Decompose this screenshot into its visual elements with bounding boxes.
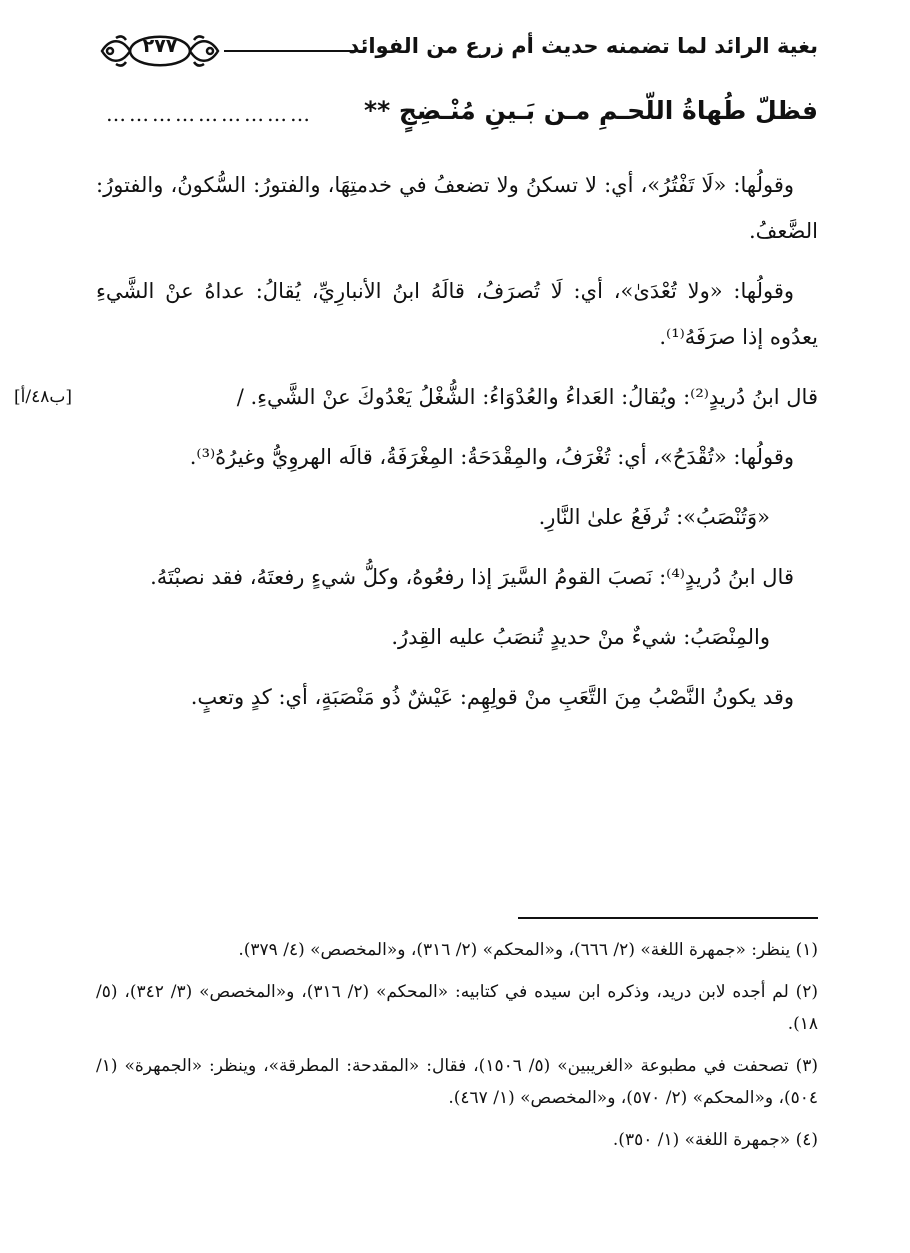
- paragraph: قال ابنُ دُريدٍ⁽²⁾: ويُقالُ: العَداءُ والعُدْوَاءُ: الشُّغْلُ يَعْدُوكَ عنْ الشَّيءِ. /: [236, 385, 818, 409]
- paragraph: قال ابنُ دُريدٍ⁽⁴⁾: نَصبَ القومُ السَّيرَ إذا رفعُوهُ، وكلُّ شيءٍ رفعتَهُ، فقد نصبْتَهُ.: [150, 565, 794, 589]
- heading-dots: ………………………: [106, 102, 313, 126]
- footnote: (٤) «جمهرة اللغة» (١/ ٣٥٠).: [612, 1130, 818, 1150]
- paragraph: وقولُها: «ولا تُعْدَىٰ»، أي: لَا تُصرَفُ، قالَهُ ابنُ الأنبارِيِّ، يُقالُ: عداهُ عنْ الشَّيءِ يعدُوه إذا صرَفَهُ⁽¹⁾.: [96, 279, 818, 349]
- footnote-separator: [518, 917, 818, 919]
- manuscript-folio-note: [ب٤٨/أ]: [14, 387, 72, 407]
- paragraph-with-margin-note: [14, 374, 818, 420]
- section-heading: [96, 96, 818, 136]
- footnotes: [96, 934, 818, 1166]
- page-number: ٢٧٧: [142, 35, 178, 57]
- main-text: [14, 162, 818, 734]
- footnote: (٢) لم أجده لابن دريد، وذكره ابن سيده في كتابيه: «المحكم» (٢/ ٣١٦)، و«المخصص» (٣/ ٣٤٢)، (٥/ ١٨).: [96, 982, 819, 1034]
- footnote: (١) ينظر: «جمهرة اللغة» (٢/ ٦٦٦)، و«المحكم» (٢/ ٣١٦)، و«المخصص» (٤/ ٣٧٩).: [238, 940, 818, 960]
- paragraph: وقولُها: «لَا تَفْتُرُ»، أي: لا تسكنُ ولا تضعفُ في خدمتِهَا، والفتورُ: السُّكونُ، والفتورُ: الضَّعفُ.: [96, 173, 818, 243]
- header-rule: [224, 50, 362, 52]
- verse-heading: فظلّ طُهاةُ اللّحـمِ مـن بَـينِ مُنْـضِجٍ **: [364, 96, 818, 125]
- paragraph: وقد يكونُ النَّصْبُ مِنَ التَّعَبِ منْ قولِهِم: عَيْشٌ ذُو مَنْصَبَةٍ، أي: كدٍ وتعبٍ.: [190, 685, 794, 709]
- paragraph: والمِنْصَبُ: شيءٌ منْ حديدٍ تُنصَبُ عليه القِدرُ.: [391, 625, 770, 649]
- running-header: [96, 28, 818, 74]
- running-header-title: بغية الرائد لما تضمنه حديث أم زرع من الفوائد: [348, 34, 818, 58]
- paragraph: «وَتُنْصَبُ»: تُرفَعُ علىٰ النَّارِ.: [538, 505, 770, 529]
- footnote: (٣) تصحفت في مطبوعة «الغريبين» (٥/ ١٥٠٦)، فقال: «المقدحة: المطرقة»، وينظر: «الجمهرة» (١/ ٥٠٤)، و«المحكم» (٢/ ٥٧٠)، و«المخصص» (١/ ٤٦٧).: [96, 1056, 818, 1108]
- paragraph: وقولُها: «تُقْدَحُ»، أي: تُغْرَفُ، والمِقْدَحَةُ: المِغْرَفَةُ، قالَه الهروِيُّ وغيرُهُ⁽³⁾.: [189, 445, 794, 469]
